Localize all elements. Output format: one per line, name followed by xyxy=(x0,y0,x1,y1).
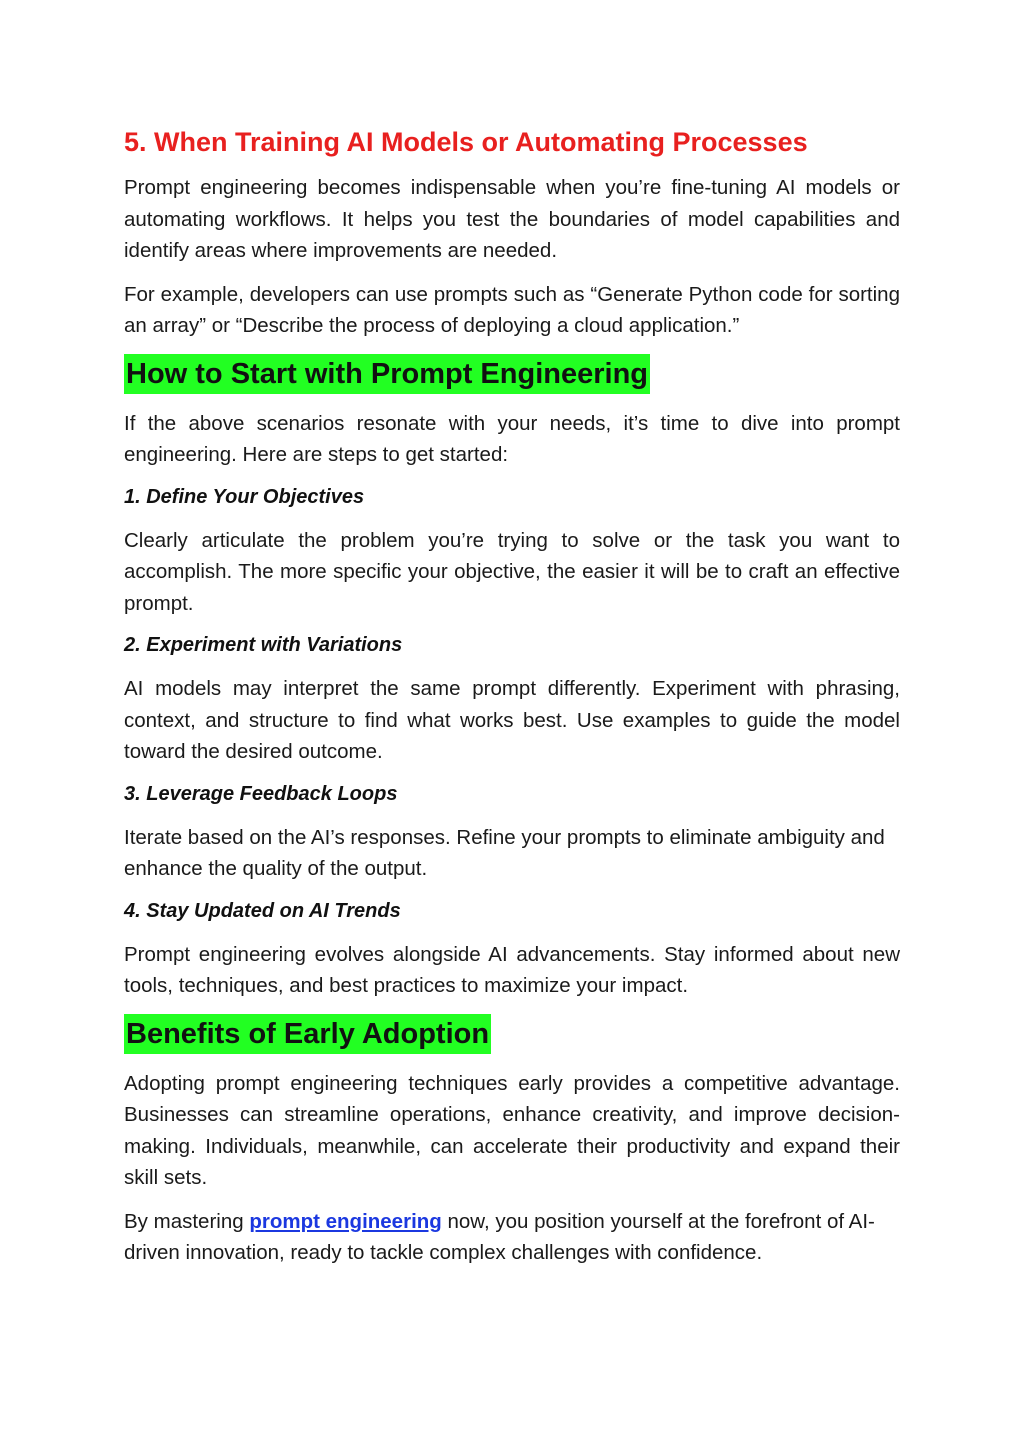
paragraph-how-to-start-intro: If the above scenarios resonate with your needs, it’s time to dive into prompt engineering. Here are steps to get started: xyxy=(124,411,900,466)
document-page xyxy=(124,124,900,1281)
section-heading-benefits: Benefits of Early Adoption xyxy=(124,1014,491,1054)
paragraph-benefits-2-start: By mastering xyxy=(124,1209,250,1233)
step-body-define-objectives: Clearly articulate the problem you’re trying to solve or the task you want to accomplish. The more specific your objective, the easier it will be to craft an effective prompt. xyxy=(124,528,900,615)
step-heading-define-objectives: 1. Define Your Objectives xyxy=(124,485,365,508)
step-body-feedback-loops: Iterate based on the AI’s responses. Refine your prompts to eliminate ambiguity and enhance the quality of the output. xyxy=(124,825,885,880)
paragraph-benefits-1: Adopting prompt engineering techniques early provides a competitive advantage. Businesses can streamline operations, enhance creativity, and improve decision-making. Individuals, meanwhile, can accelerate their productivity and expand their skill sets. xyxy=(124,1071,900,1189)
paragraph-benefits-2 xyxy=(124,1206,900,1269)
paragraph-benefits-2-end: now, you position yourself at the forefront of AI-driven innovation, ready to tackle complex challenges with confidence. xyxy=(124,1209,875,1264)
step-body-experiment-variations: AI models may interpret the same prompt differently. Experiment with phrasing, context, and structure to find what works best. Use examples to guide the model toward the desired outcome. xyxy=(124,677,900,763)
step-body-ai-trends: Prompt engineering evolves alongside AI advancements. Stay informed about new tools, techniques, and best practices to maximize your impact. xyxy=(124,942,900,997)
section-heading-training-ai: 5. When Training AI Models or Automating Processes xyxy=(124,127,808,157)
step-heading-experiment-variations: 2. Experiment with Variations xyxy=(124,634,403,656)
step-heading-ai-trends: 4. Stay Updated on AI Trends xyxy=(124,899,401,922)
paragraph-training-ai-2: For example, developers can use prompts such as “Generate Python code for sorting an array” or “Describe the process of deploying a cloud application.” xyxy=(124,282,900,337)
section-heading-how-to-start: How to Start with Prompt Engineering xyxy=(124,354,650,394)
step-heading-feedback-loops: 3. Leverage Feedback Loops xyxy=(124,782,398,805)
paragraph-training-ai-1: Prompt engineering becomes indispensable when you’re fine-tuning AI models or automating workflows. It helps you test the boundaries of model capabilities and identify areas where improvements are needed. xyxy=(124,176,900,262)
prompt-engineering-link[interactable]: prompt engineering xyxy=(249,1209,442,1233)
